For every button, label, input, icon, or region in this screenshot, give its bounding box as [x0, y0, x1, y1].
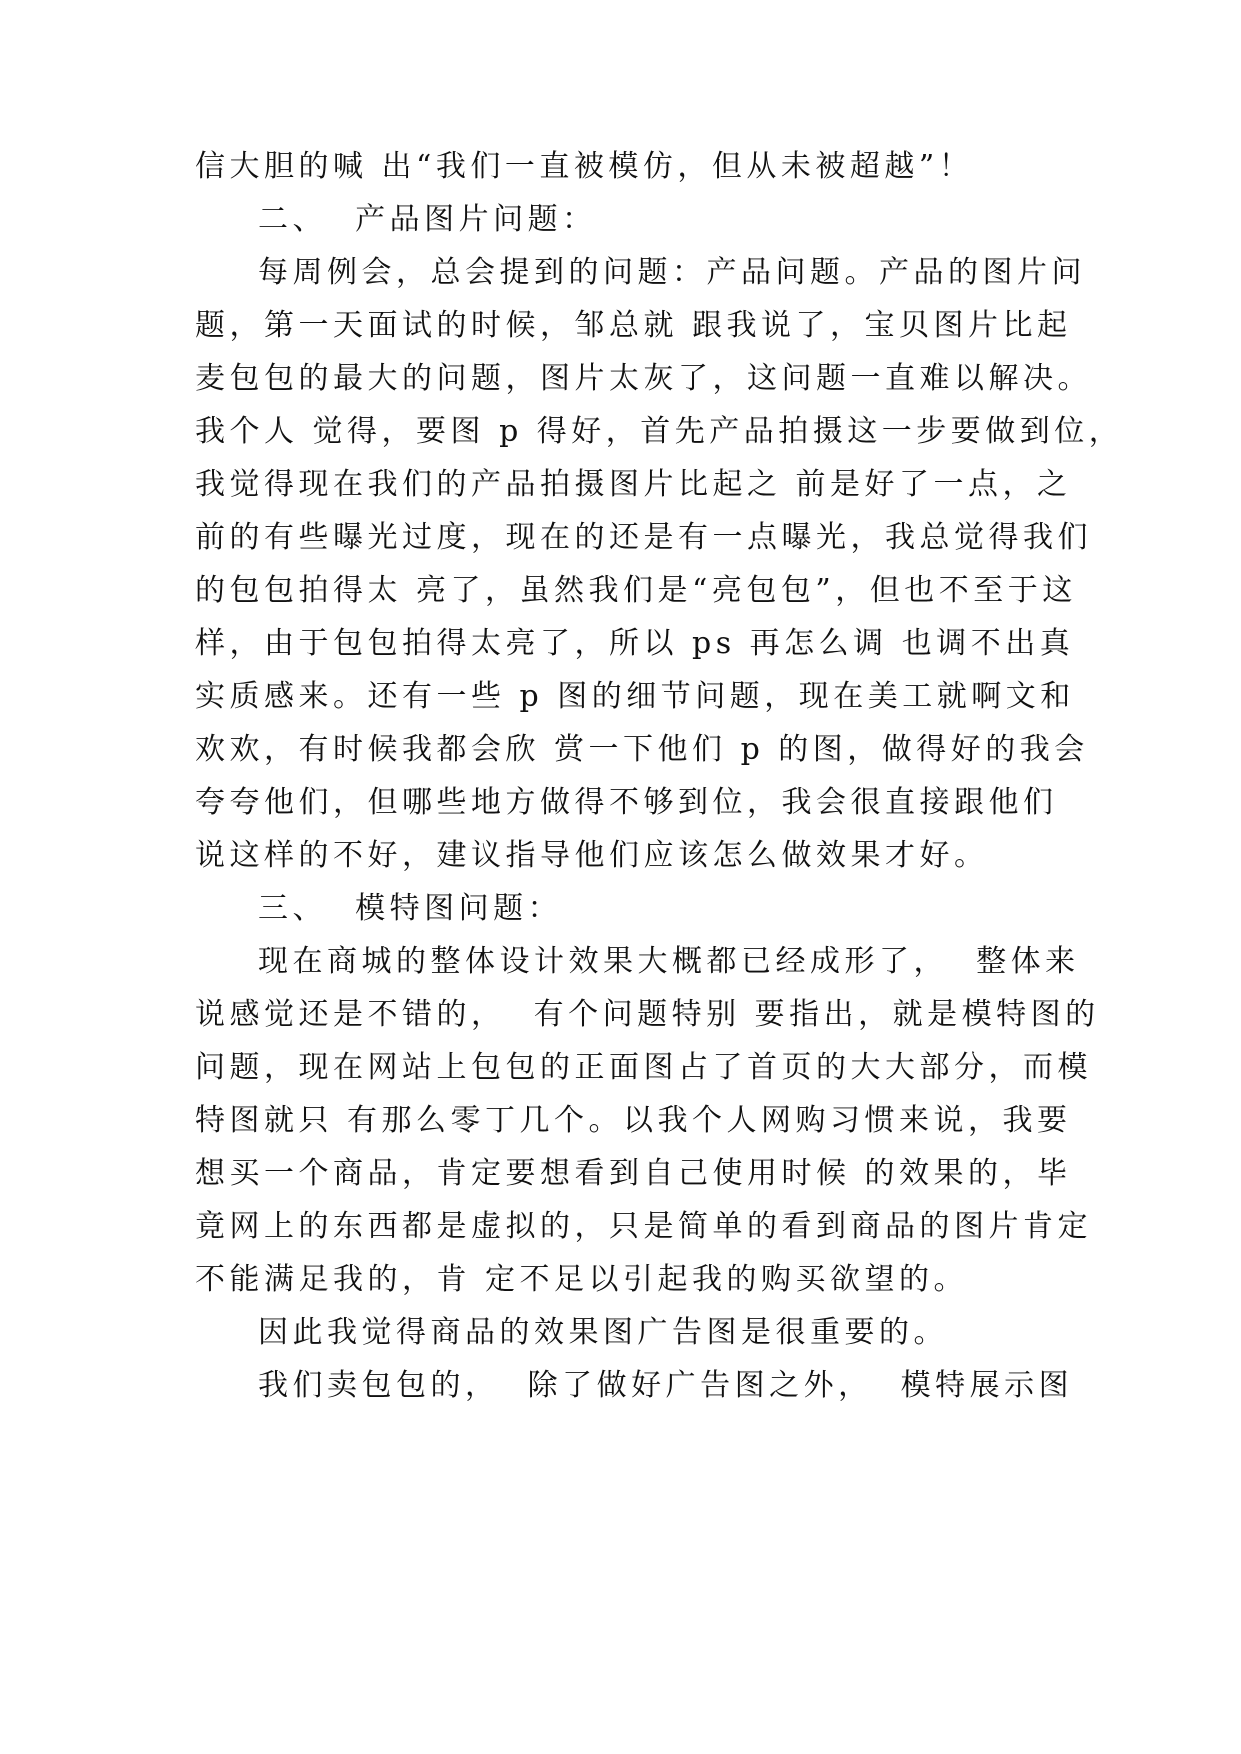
text-line: 竟网上的东西都是虚拟的，只是简单的看到商品的图片肯定 — [195, 1209, 1092, 1244]
text-line: 信大胆的喊 出“我们一直被模仿，但从未被超越”！ — [195, 149, 974, 184]
text-line: 想买一个商品，肯定要想看到自己使用时候 的效果的，毕 — [195, 1156, 1072, 1191]
text-line: 不能满足我的，肯 定不足以引起我的购买欲望的。 — [195, 1262, 969, 1297]
text-line: 特图就只 有那么零丁几个。以我个人网购习惯来说，我要 — [195, 1103, 1072, 1138]
text-line: 实质感来。还有一些 p 图的细节问题，现在美工就啊文和 — [195, 679, 1075, 714]
text-line: 说这样的不好，建议指导他们应该怎么做效果才好。 — [195, 838, 989, 873]
text-line: 前的有些曝光过度，现在的还是有一点曝光，我总觉得我们 — [195, 520, 1092, 555]
text-line: 我个人 觉得，要图 p 得好，首先产品拍摄这一步要做到位， — [195, 414, 1124, 449]
text-line: 我们卖包包的， 除了做好广告图之外， 模特展示图 — [258, 1368, 1074, 1403]
text-line: 样，由于包包拍得太亮了，所以 ps 再怎么调 也调不出真 — [195, 626, 1075, 661]
text-line: 说感觉还是不错的， 有个问题特别 要指出，就是模特图的 — [195, 997, 1100, 1032]
text-line: 现在商城的整体设计效果大概都已经成形了， 整体来 — [258, 944, 1080, 979]
text-line: 夸夸他们，但哪些地方做得不够到位，我会很直接跟他们 — [195, 785, 1058, 820]
text-line: 每周例会，总会提到的问题：产品问题。产品的图片问 — [258, 255, 1086, 290]
text-line: 欢欢，有时候我都会欣 赏一下他们 p 的图，做得好的我会 — [195, 732, 1089, 767]
text-line: 问题，现在网站上包包的正面图占了首页的大大部分，而模 — [195, 1050, 1092, 1085]
section-heading: 二、 产品图片问题： — [258, 202, 597, 237]
text-line: 题，第一天面试的时候，邹总就 跟我说了，宝贝图片比起 — [195, 308, 1072, 343]
text-line: 的包包拍得太 亮了，虽然我们是“亮包包”，但也不至于这 — [195, 573, 1077, 608]
text-line: 我觉得现在我们的产品拍摄图片比起之 前是好了一点，之 — [195, 467, 1072, 502]
section-heading: 三、 模特图问题： — [258, 891, 563, 926]
text-line: 麦包包的最大的问题，图片太灰了，这问题一直难以解决。 — [195, 361, 1092, 396]
text-line: 因此我觉得商品的效果图广告图是很重要的。 — [258, 1315, 948, 1350]
